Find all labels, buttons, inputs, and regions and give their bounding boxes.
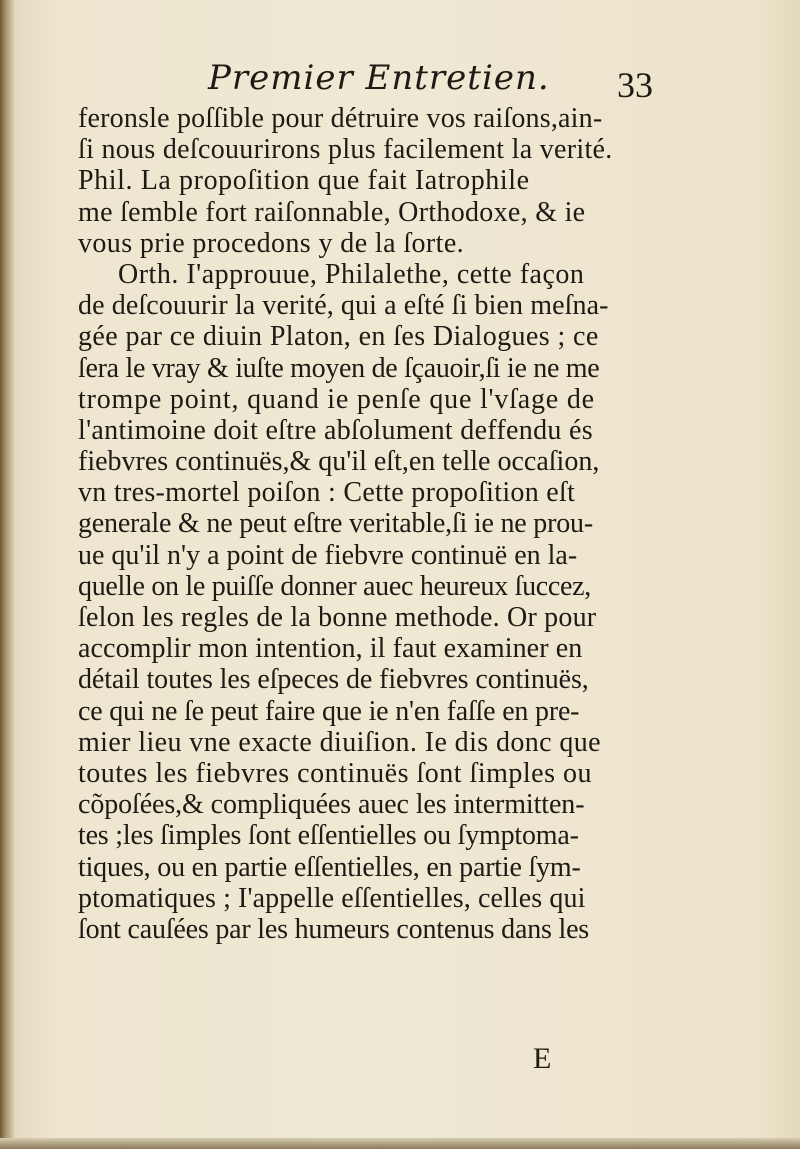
text-line: cõpoſées,& compliquées auec les intermitten- [78,789,585,821]
text-line: ſi nous deſcouurirons plus facilement la verité. [78,134,613,166]
page-binding-edge [0,0,14,1149]
text-line: generale & ne peut eſtre veritable,ſi ie ne prou- [78,508,593,540]
text-line: Orth. I'approuue, Philalethe, cette façon [118,258,585,290]
body-text [78,103,658,945]
text-line: de deſcouurir la verité, qui a eſté ſi bien meſna- [78,290,609,322]
text-line: ſont cauſées par les humeurs contenus dans les [78,913,589,945]
running-title: Premier Entretien. [208,58,550,98]
page-header [0,58,800,108]
text-line: tes ;les ſimples ſont eſſentielles ou ſymptoma- [78,820,579,852]
text-line: ce qui ne ſe peut faire que ie n'en faſſe en pre- [78,695,580,727]
text-line: Phil. La propoſition que fait Iatrophile [78,165,530,197]
text-line: accomplir mon intention, il faut examiner en [78,633,583,665]
text-line: fiebvres continuës,& qu'il eſt,en telle occaſion, [78,446,600,478]
text-line: tiques, ou en partie eſſentielles, en partie ſym- [78,851,581,883]
catchword: E [533,1042,552,1075]
page-number: 33 [617,65,653,105]
text-line: vn tres-mortel poiſon : Cette propoſition eſt [78,477,576,509]
text-line: gée par ce diuin Platon, en ſes Dialogues ; ce [78,321,599,353]
text-line: détail toutes les eſpeces de fiebvres continuës, [78,664,589,696]
text-line: trompe point, quand ie penſe que l'vſage de [78,383,595,415]
text-line: quelle on le puiſſe donner auec heureux ſuccez, [78,570,591,602]
text-line: ſera le vray & iuſte moyen de ſçauoir,ſi ie ne me [78,352,600,384]
text-line: feronsle poſſible pour détruire vos raiſons,ain- [78,103,603,134]
text-line: toutes les fiebvres continuës ſont ſimples ou [78,757,592,789]
text-line: ue qu'il n'y a point de fiebvre continuë en la- [78,539,578,571]
text-line: l'antimoine doit eſtre abſolument deffendu és [78,414,593,446]
text-line: ſelon les regles de la bonne methode. Or pour [78,602,597,633]
text-line: vous prie procedons y de la ſorte. [78,227,465,259]
text-line: ptomatiques ; I'appelle eſſentielles, celles qui [78,882,586,914]
text-line: me ſemble fort raiſonnable, Orthodoxe, & ie [78,196,586,228]
page-bottom-edge [0,1138,800,1149]
text-line: mier lieu vne exacte diuiſion. Ie dis donc que [78,726,602,758]
